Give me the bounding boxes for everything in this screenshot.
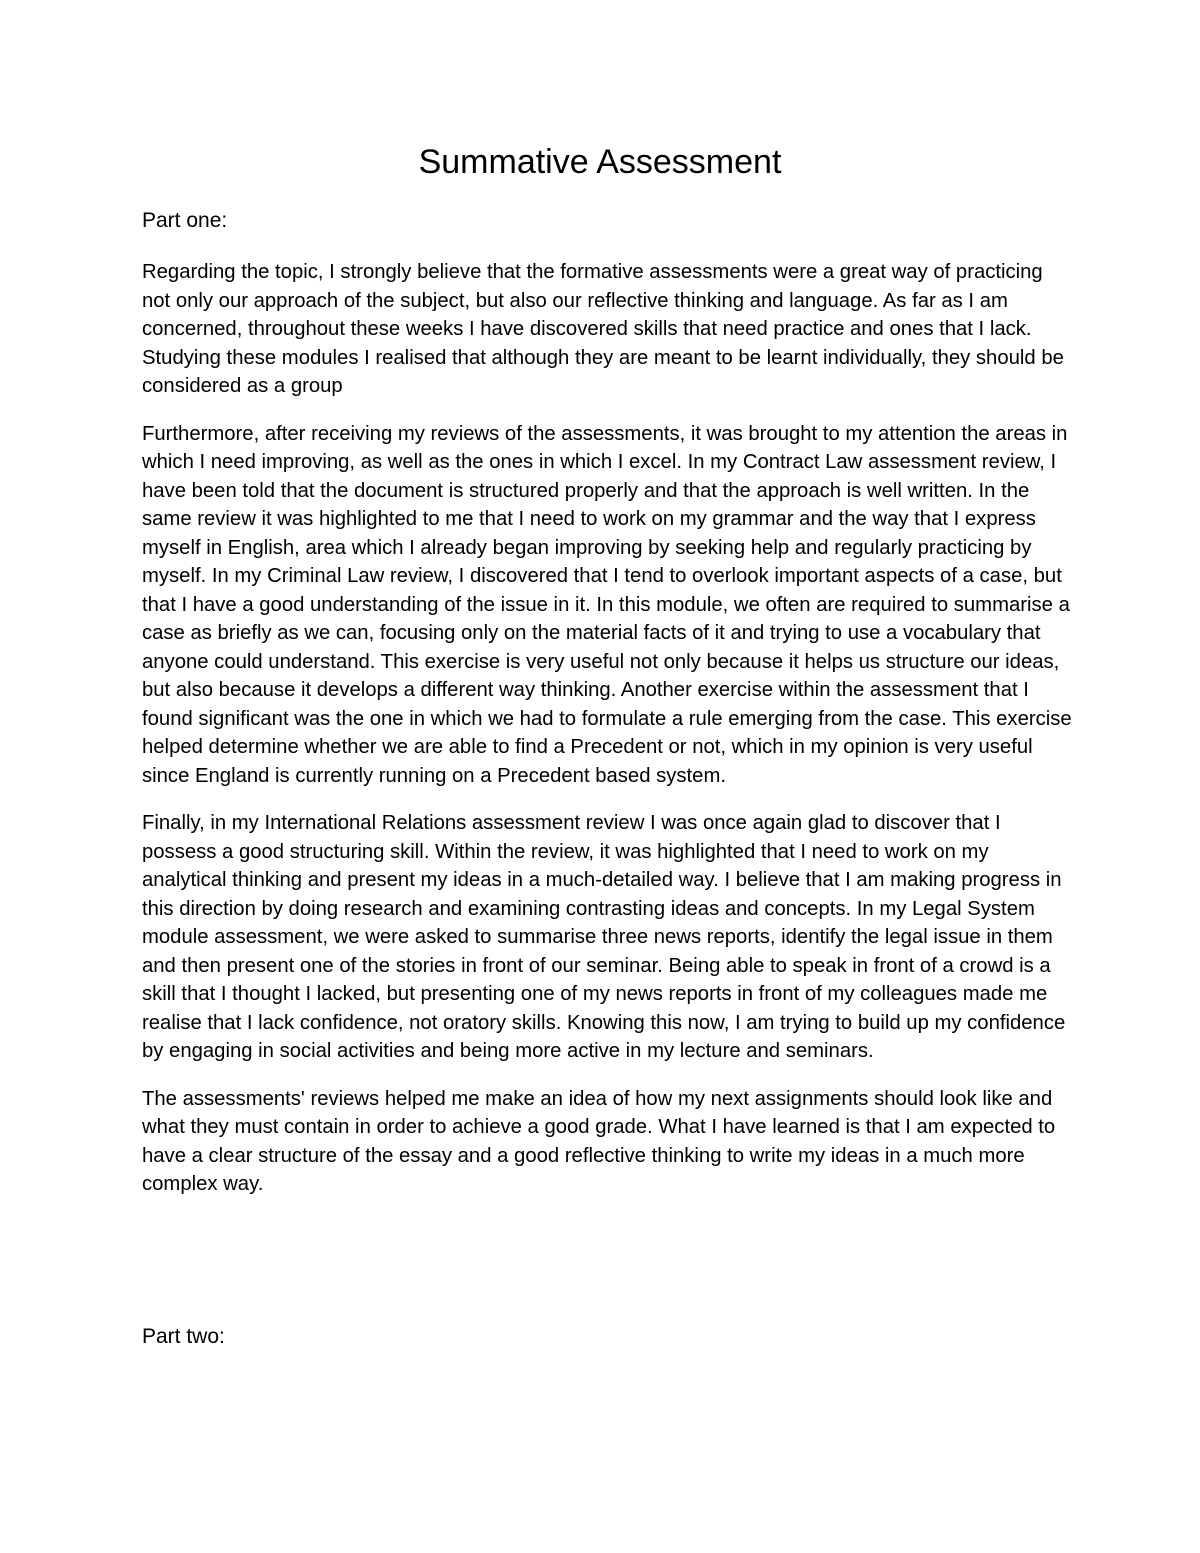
document-title: Summative Assessment (418, 143, 782, 181)
paragraph-4: The assessments' reviews helped me make an idea of how my next assignments should look like and what they must contain in order to achieve a good grade. What I have learned is that I am expected to have a clear structure of the essay and a good reflective thinking to write my ideas in a much more complex way. (142, 1087, 1056, 1195)
paragraph-3: Finally, in my International Relations assessment review I was once again glad to discover that I possess a good structuring skill. Within the review, it was highlighted that I need to work on my analytical thinking and present my ideas in a much-detailed way. I believe that I am making progress in this direction by doing research and examining contrasting ideas and concepts. In my Legal System module assessment, we were asked to summarise three news reports, identify the legal issue in them and then present one of the stories in front of our seminar. Being able to speak in front of a crowd is a skill that I thought I lacked, but presenting one of my news reports in front of my colleagues made me realise that I lack confidence, not oratory skills. Knowing this now, I am trying to build up my confidence by engaging in social activities and being more active in my lecture and seminars. (142, 812, 1066, 1062)
paragraph-1: Regarding the topic, I strongly believe that the formative assessments were a great way of practicing not only our approach of the subject, but also our reflective thinking and language. As far as I am concerned, throughout these weeks I have discovered skills that need practice and ones that I lack. Studying these modules I realised that although they are meant to be learnt individually, they should be considered as a group (142, 261, 1064, 397)
part-one-heading: Part one: (142, 209, 228, 232)
part-two-heading: Part two: (142, 1325, 225, 1348)
document-body (142, 206, 1072, 1218)
paragraph-2: Furthermore, after receiving my reviews of the assessments, it was brought to my attention the areas in which I need improving, as well as the ones in which I excel. In my Contract Law assessment review, I have been told that the document is structured properly and that the approach is well written. In the same review it was highlighted to me that I need to work on my grammar and the way that I express myself in English, area which I already began improving by seeking help and regularly practicing by myself. In my Criminal Law review, I discovered that I tend to overlook important aspects of a case, but that I have a good understanding of the issue in it. In this module, we often are required to summarise a case as briefly as we can, focusing only on the material facts of it and trying to use a vocabulary that anyone could understand. This exercise is very useful not only because it helps us structure our ideas, but also because it develops a different way thinking. Another exercise within the assessment that I found significant was the one in which we had to formulate a rule emerging from the case. This exercise helped determine whether we are able to find a Precedent or not, which in my opinion is very useful since England is currently running on a Precedent based system. (142, 422, 1072, 787)
